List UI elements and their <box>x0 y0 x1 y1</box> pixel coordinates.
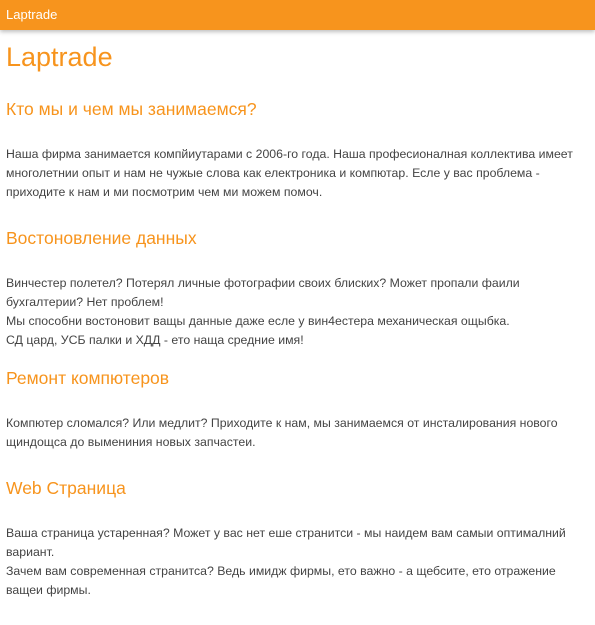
section-web-page <box>6 477 589 600</box>
section-text-computer-repair: Компютер сломался? Или медлит? Приходите к нам, мы занимаемся от инсталирования нового щиндощса до вымениния новых запчастеи. <box>6 416 558 449</box>
section-computer-repair <box>6 367 589 452</box>
page-title: Laptrade <box>6 42 113 72</box>
section-text-about: Наша фирма занимается компйиутарами с 2006-го года. Наша професионалная коллектива имеет многолетнии опыт и нам не чужые слова как електроника и компютар. Есле у вас проблема - приходите к нам и ми посмотрим чем ми можем помоч. <box>6 147 573 199</box>
top-navbar <box>0 0 595 30</box>
section-heading-data-recovery: Востоновление данных <box>6 228 197 248</box>
section-about <box>6 98 589 202</box>
navbar-brand-link[interactable]: Laptrade <box>6 7 58 22</box>
section-text-web-page: Ваша страница устаренная? Может у вас нет еше странитси - мы наидем вам самыи оптималний вариант. Зачем вам современная странитса? Ведь имидж фирмы, ето важно - а щебсите, ето отражение ващеи фирмы. <box>6 526 566 597</box>
section-heading-about: Кто мы и чем мы занимаемся? <box>6 99 257 119</box>
section-data-recovery <box>6 227 589 350</box>
section-heading-web-page: Web Страница <box>6 478 126 498</box>
main-content <box>0 30 595 600</box>
section-text-data-recovery: Винчестер полетел? Потерял личные фотографии своих блиских? Может пропали фаили бухгалтерии? Нет проблем! Мы способни востоновит ващы данные даже есле у вин4естера механическая ощыбка. СД цард, УСБ палки и ХДД - ето наща средние имя! <box>6 276 520 347</box>
section-heading-computer-repair: Ремонт компютеров <box>6 368 170 388</box>
